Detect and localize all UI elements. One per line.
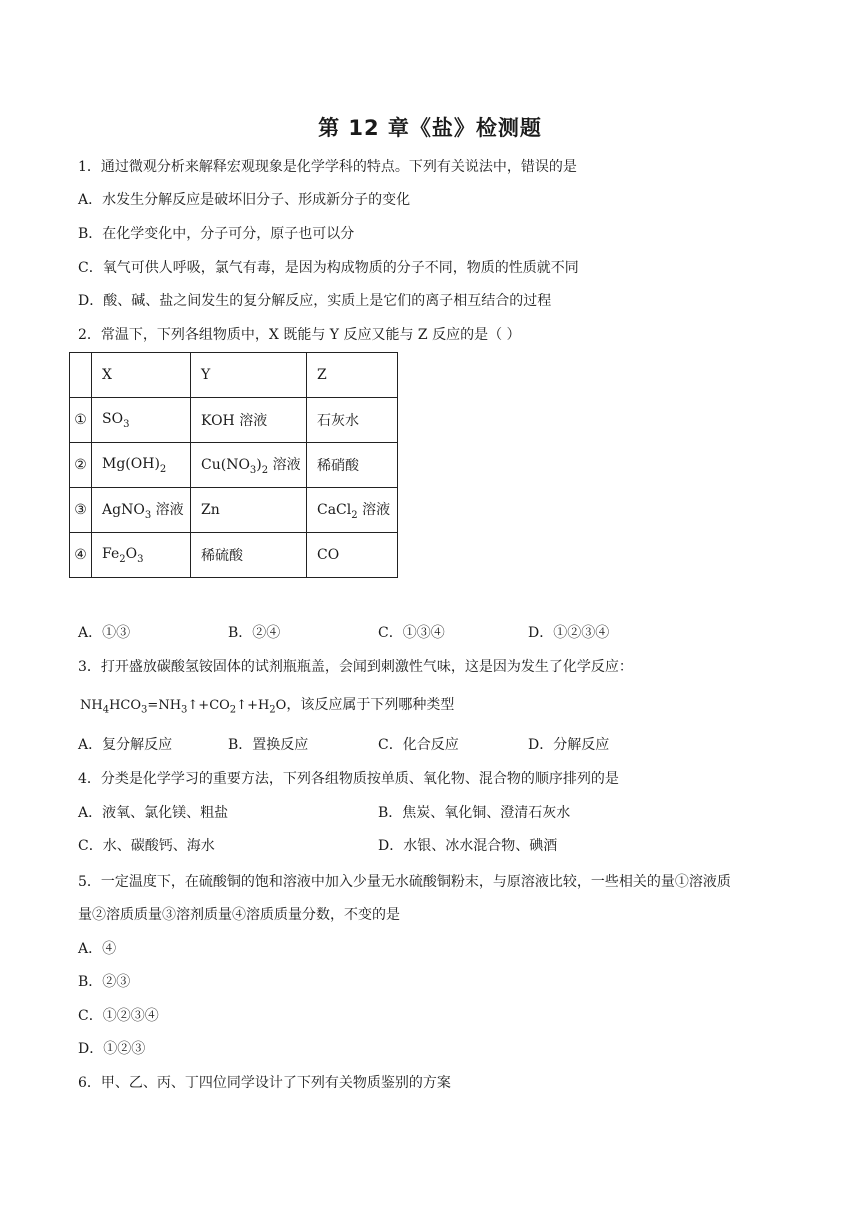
q3-option-a: A．复分解反应: [78, 737, 173, 753]
q5-option-b: B．②③: [78, 974, 131, 990]
q6-stem: 6．甲、乙、丙、丁四位同学设计了下列有关物质鉴别的方案: [78, 1075, 451, 1091]
cell-z: 稀硝酸: [307, 443, 398, 488]
table-header-cell: Y: [191, 353, 307, 398]
row-index: ②: [70, 443, 92, 488]
q5-option-c: C．①②③④: [78, 1008, 159, 1024]
cell-y: KOH 溶液: [191, 398, 307, 443]
cell-z: 石灰水: [307, 398, 398, 443]
table-header-cell: [70, 353, 92, 398]
cell-x: AgNO$_3$ 溶液: [92, 488, 191, 533]
q3-stem: 3．打开盛放碳酸氢铵固体的试剂瓶瓶盖，会闻到刺激性气味，这是因为发生了化学反应：: [78, 659, 633, 675]
q3-option-d: D．分解反应: [528, 737, 610, 753]
cell-x: $SO_3$: [92, 398, 191, 443]
q4-option-c: C．水、碳酸钙、海水: [78, 838, 215, 854]
table-header-cell: Z: [307, 353, 398, 398]
q2-option-a: A．①③: [78, 625, 131, 641]
q1-option-d: D．酸、碱、盐之间发生的复分解反应，实质上是它们的离子相互结合的过程: [78, 293, 552, 309]
q4-stem: 4．分类是化学学习的重要方法，下列各组物质按单质、氧化物、混合物的顺序排列的是: [78, 771, 619, 787]
q1-option-b: B．在化学变化中，分子可分，原子也可以分: [78, 226, 355, 242]
q3-option-c: C．化合反应: [378, 737, 459, 753]
q1-stem: 1．通过微观分析来解释宏观现象是化学学科的特点。下列有关说法中，错误的是: [78, 159, 577, 175]
table-row: [70, 488, 398, 533]
q5-stem-line1: 5．一定温度下，在硫酸铜的饱和溶液中加入少量无水硫酸铜粉末，与原溶液比较，一些相关的量①溶液质: [78, 874, 731, 890]
row-index: ③: [70, 488, 92, 533]
q3-equation: $NH_4HCO_3=NH_3↑+CO_2↑+H_2O$，该反应属于下列哪种类型: [80, 697, 455, 716]
q4-option-b: B．焦炭、氧化铜、澄清石灰水: [378, 805, 571, 821]
q2-option-c: C．①③④: [378, 625, 445, 641]
cell-x: $Mg(OH)_2$: [92, 443, 191, 488]
table-row: [70, 533, 398, 578]
q5-stem-line2: 量②溶质质量③溶剂质量④溶质质量分数，不变的是: [78, 907, 400, 923]
q4-option-d: D．水银、冰水混合物、碘酒: [378, 838, 558, 854]
cell-y: Zn: [191, 488, 307, 533]
q5-option-d: D．①②③: [78, 1041, 146, 1057]
page-title: 第 12 章《盐》检测题: [318, 116, 542, 140]
table-header-row: [70, 353, 398, 398]
q4-option-a: A．液氧、氯化镁、粗盐: [78, 805, 229, 821]
cell-x: $Fe_2O_3$: [92, 533, 191, 578]
q2-option-b: B．②④: [228, 625, 281, 641]
q1-option-a: A．水发生分解反应是破坏旧分子、形成新分子的变化: [78, 192, 411, 208]
q3-option-b: B．置换反应: [228, 737, 309, 753]
cell-y: 稀硫酸: [191, 533, 307, 578]
q2-table: [69, 352, 398, 578]
cell-z: CaCl$_2$ 溶液: [307, 488, 398, 533]
cell-y: $Cu(NO_3)_2$ 溶液: [191, 443, 307, 488]
q5-option-a: A．④: [78, 941, 117, 957]
table-row: [70, 443, 398, 488]
table-row: [70, 398, 398, 443]
q2-stem: 2．常温下，下列各组物质中，X 既能与 Y 反应又能与 Z 反应的是（ ）: [78, 327, 521, 343]
row-index: ①: [70, 398, 92, 443]
q1-option-c: C．氧气可供人呼吸，氯气有毒，是因为构成物质的分子不同，物质的性质就不同: [78, 260, 579, 276]
q2-option-d: D．①②③④: [528, 625, 610, 641]
table-header-cell: X: [92, 353, 191, 398]
cell-z: CO: [307, 533, 398, 578]
row-index: ④: [70, 533, 92, 578]
